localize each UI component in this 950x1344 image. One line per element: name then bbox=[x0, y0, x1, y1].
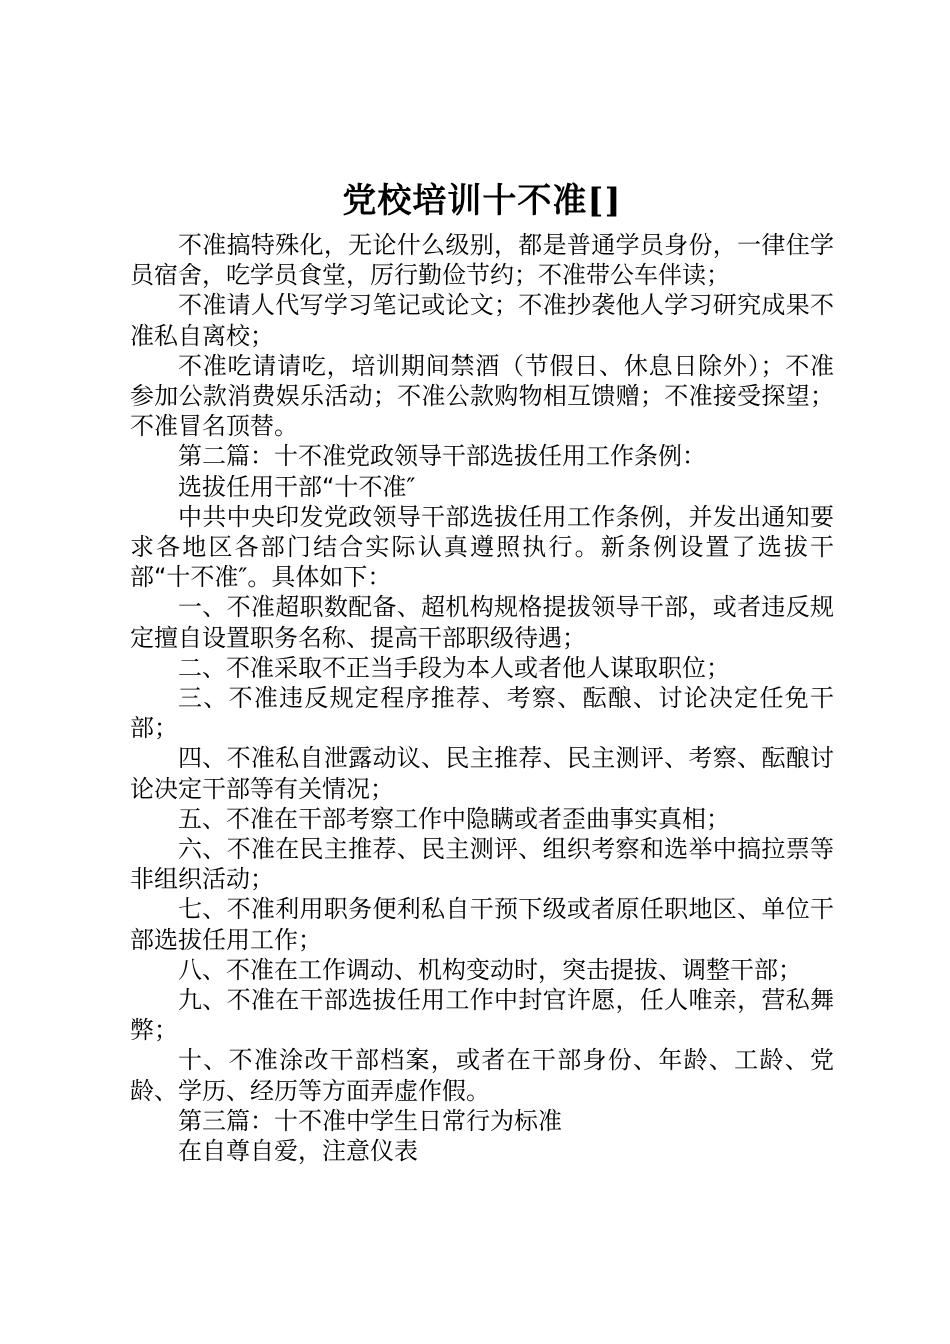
paragraph: 选拔任用干部“十不准″ bbox=[178, 472, 416, 501]
document-title: 党校培训十不准[] bbox=[342, 181, 622, 221]
section-heading: 第三篇：十不准中学生日常行为标准 bbox=[178, 1106, 562, 1135]
paragraph: 不准吃请请吃，培训期间禁酒（节假日、休息日除外）；不准参加公款消费娱乐活动；不准公款购物相互馈赠；不准接受探望；不准冒名顶替。 bbox=[130, 351, 834, 441]
paragraph: 中共中央印发党政领导干部选拔任用工作条例，并发出通知要求各地区各部门结合实际认真遵照执行。新条例设置了选拔干部“十不准″。具体如下： bbox=[130, 502, 834, 592]
list-item: 九、不准在干部选拔任用工作中封官许愿，任人唯亲，营私舞弊； bbox=[130, 986, 834, 1045]
section-heading: 第二篇：十不准党政领导干部选拔任用工作条例： bbox=[178, 442, 706, 471]
paragraph: 不准搞特殊化，无论什么级别，都是普通学员身份，一律住学员宿舍，吃学员食堂，厉行勤俭节约；不准带公车伴读； bbox=[130, 231, 834, 290]
list-item: 四、不准私自泄露动议、民主推荐、民主测评、考察、酝酿讨论决定干部等有关情况； bbox=[130, 744, 834, 803]
list-item: 八、不准在工作调动、机构变动时，突击提拔、调整干部； bbox=[178, 955, 802, 984]
document-body bbox=[130, 230, 834, 1166]
list-item: 一、不准超职数配备、超机构规格提拔领导干部，或者违反规定擅自设置职务名称、提高干部职级待遇； bbox=[130, 593, 834, 652]
paragraph: 不准请人代写学习笔记或论文；不准抄袭他人学习研究成果不准私自离校； bbox=[130, 291, 834, 350]
list-item: 三、不准违反规定程序推荐、考察、酝酿、讨论决定任免干部； bbox=[130, 684, 834, 743]
list-item: 五、不准在干部考察工作中隐瞒或者歪曲事实真相； bbox=[178, 804, 730, 833]
paragraph: 在自尊自爱，注意仪表 bbox=[178, 1137, 418, 1166]
list-item: 二、不准采取不正当手段为本人或者他人谋取职位； bbox=[178, 653, 730, 682]
document-page bbox=[130, 180, 834, 1166]
list-item: 十、不准涂改干部档案，或者在干部身份、年龄、工龄、党龄、学历、经历等方面弄虚作假。 bbox=[130, 1046, 834, 1105]
list-item: 七、不准利用职务便利私自干预下级或者原任职地区、单位干部选拔任用工作； bbox=[130, 895, 834, 954]
list-item: 六、不准在民主推荐、民主测评、组织考察和选举中搞拉票等非组织活动； bbox=[130, 835, 834, 894]
